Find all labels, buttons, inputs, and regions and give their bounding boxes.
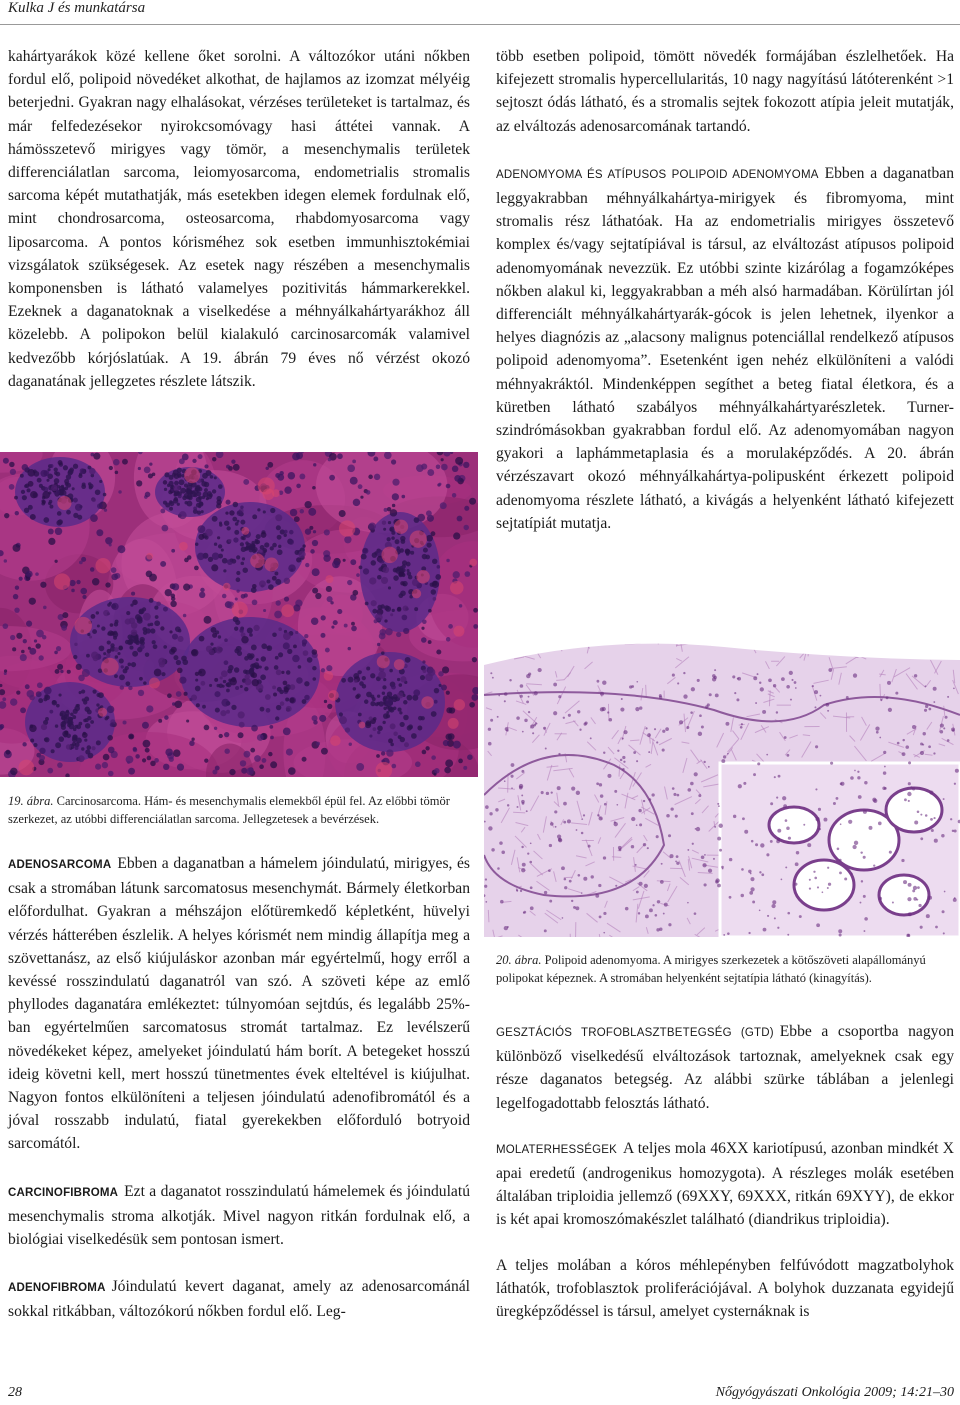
gtd-section: GESZTÁCIÓS TROFOBLASZTBETEGSÉG (GTD) Ebbe a csoportba nagyon különböző viselkedésű elváltozások tartoznak, amelyeknek csak egy része daganatos betegség. Az alábbi szürke táblában a jelenlegi legelfogadottabb felosztás látható.: [496, 1023, 955, 1112]
adenomyoma-heading: ADENOMYOMA ÉS ATÍPUSOS POLIPOID ADENOMYOMA: [496, 168, 819, 181]
adenosarcoma-heading: ADENOSARCOMA: [8, 859, 112, 871]
right-bottom-text: [496, 1020, 954, 1375]
right-top-text: több esetben polipoid, tömött növedék formájában észlelhetőek. Ha kifejezett stromalis hypercellularitás, 10 nagy nagyítású látóterenként >1 sejtoszt ódás látható, és a stromalis sejtek fokozott atípia jeleit mutatják, az elváltozás adenosarcomának tartandó. ADENOMYOMA ÉS ATÍPUSOS POLIPOID ADENOMYOMA Ebben a daganatban leggyakrabban méhnyálkahártya-mirigyek és fibromyoma, mint stromalis rész láthatóak. Ha az endometrialis mirigyes összetevő komplex és/vagy sejtatípiával is társul, az elváltozást atípusos polipoid adenomyomának nevezzük. Ez utóbbi szinte kizárólag a fogamzóképes nőkben alakul ki, leggyakrabban a méh alsó harmadában. Körülírtan jól differenciált méhnyálkahártyarák-gócok is jelen lehetnek, ilyenkor a helyes diagnózis az „alacsony malignus potenciállal rendelkező atípusos polipoid adenomyoma”. Esetenként igen nehéz elkülöníteni a valódi méhnyakráktól. Mindenképpen segíthet a beteg fiatal életkora, és a küretben látható szabályos méhnyálkahártyarészletek. Turner-szindrómásokban gyakrabban fordul elő. Az adenomyomában nagyon gyakori a laphámmetaplasia és a morulaképződés. A 20. ábrán vérzészavart okozó méhnyálkahártya-polipusként érkezett polipoid adenomyoma részlete látható, a kivágás a helyenként látható kifejezett sejtatípiát mutatja.: [496, 45, 954, 625]
carcinofibroma-section: CARCINOFIBROMA Ezt a daganatot rosszindulatú hámelemek és jóindulatú mesenchymalis stroma alkotják. Mivel nagyon ritkán fordulnak elő, a biológiai viselkedésük sem pontosan ismert.: [8, 1182, 470, 1249]
molaterhessegek-heading: MOLATERHESSÉGEK: [496, 1143, 618, 1156]
figure-20-number: 20. ábra.: [496, 953, 542, 967]
adenofibroma-section: ADENOFIBROMA Jóindulatú kevert daganat, amely az adenosarcománál sokkal ritkábban, változókorú nőkben fordul elő. Leg-: [8, 1278, 470, 1321]
journal-citation: Nőgyógyászati Onkológia 2009; 14:21–30: [715, 1385, 954, 1400]
adenosarcoma-section: ADENOSARCOMA Ebben a daganatban a hámelem jóindulatú, mirigyes, és csak a stromában látunk sarcomatosus mesenchymát. Bármely életkorban előfordulhat. Gyakran a méhszájon előtüremkedő képletként, hüvelyi vérzés hátterében észlelik. A helyes kórismét nem mindig állapítja meg a szövettanász, az első kiújuláskor azonban már egyértelmű, hogy erről a kevéssé rosszindulatú daganatról van szó. A szöveti képe az emlő phyllodes daganatára emlékeztet: túlnyomóan sejtdús, és legalább 25%-ban egyértelműen sarcomatosus stromát tartalmaz. Ez levélszerű növedékeket képez, amelyeket jóindulatú hám borít. A betegeket hosszú ideig követni kell, mert hosszú tünetmentes évek elteltével is kiújulhat. Nagyon fontos elkülöníteni a teljesen jóindulatú adenofibromától és a jóval rosszabb indulatú, fiatal gyerekekben előforduló botryoid sarcomától.: [8, 855, 470, 1153]
figure-19-image: [0, 452, 478, 777]
adenofibroma-heading: ADENOFIBROMA: [8, 1282, 106, 1295]
adenomyoma-section: ADENOMYOMA ÉS ATÍPUSOS POLIPOID ADENOMYOMA Ebben a daganatban leggyakrabban méhnyálkahártya-mirigyek és fibromyoma, mint stromalis rész láthatóak. Ha az endometrialis mirigyes összetevő komplex és/vagy sejtatípiával is társul, az elváltozást atípusos polipoid adenomyomának nevezzük. Ez utóbbi szinte kizárólag a fogamzóképes nőkben alakul ki, leggyakrabban a méh alsó harmadában. Körülírtan jól differenciált méhnyálkahártyarák-gócok is jelen lehetnek, ilyenkor a helyes diagnózis az „alacsony malignus potenciállal rendelkező atípusos polipoid adenomyoma”. Esetenként igen nehéz elkülöníteni a valódi méhnyakráktól. Mindenképpen segíthet a beteg fiatal életkora, és a küretben látható szabályos méhnyálkahártyarészletek. Turner-szindrómásokban gyakrabban fordul elő. Az adenomyomában nagyon gyakori a laphámmetaplasia és a morulaképződés. A 20. ábrán vérzészavart okozó méhnyálkahártya-polipusként érkezett polipoid adenomyoma részlete látható, a kivágás a helyenként látható kifejezett sejtatípiát mutatja.: [496, 164, 955, 532]
running-head: Kulka J és munkatársa: [8, 0, 146, 16]
carcinofibroma-heading: CARCINOFIBROMA: [8, 1186, 119, 1199]
figure-20-caption: [496, 951, 954, 987]
left-bottom-text: [8, 852, 470, 1372]
left-top-text: kahártyarákok közé kellene őket sorolni. A változókor utáni nőkben fordul elő, polipoid növedéket alkothat, de hajlamos az izomzat mélyéig beterjedni. Gyakran nagy elhalásokat, vérzéses területeket is tartalmaz, és már felfedezésekor nyirokcsomóvagy hasi áttétei vannak. A hámösszetevő mirigyes vagy tömör, a mesenchymalis területek differenciálatlan sarcoma, leiomyosarcoma, endometrialis stromalis sarcoma képét mutathatják, más esetekben idegen elemek fordulnak elő, mint chondrosarcoma, osteosarcoma, rhabdomyosarcoma vagy liposarcoma. A pontos kórisméhez sok esetben immunhisztokémiai vizsgálatok szükségesek. Az esetek nagy részében a mesenchymalis komponensben is látható valamelyes pozitivitás hámmarkerekkel. Ezeknek a daganatoknak a viselkedése a méhnyálkahártyarákhoz áll közelebb. A polipokon belül kialakuló carcinosarcomák valamivel kedvezőbb kórjóslatúak. A 19. ábrán 79 éves nő vérzést okozó daganatának jellegzetes részlete látszik.: [8, 48, 470, 390]
figure-19-number: 19. ábra.: [8, 794, 54, 808]
figure-19-caption: [8, 792, 470, 828]
figure-20-caption-text: Polipoid adenomyoma. A mirigyes szerkezetek a kötőszöveti alapállományú polipokat képeznek. A stromában helyenként sejtatípia látható (kinagyítás).: [496, 953, 926, 985]
gtd-heading: GESZTÁCIÓS TROFOBLASZTBETEGSÉG (GTD): [496, 1027, 774, 1039]
figure-19-caption-text: Carcinosarcoma. Hám- és mesenchymalis elemekből épül fel. Az előbbi tömör szerkezet, az utóbbi differenciálatlan sarcoma. Jellegzetesek a bevérzések.: [8, 794, 450, 826]
figure-20-image: [484, 625, 960, 937]
teljes-mola-paragraph: A teljes molában a kóros méhlepényben felfúvódott magzatbolyhok láthatók, trofoblasztok proliferációjával. A bolyhok duzzanata egyidejű üregképződéssel is társul, amelyet cysternáknak is: [496, 1256, 954, 1321]
header-rule: [0, 24, 960, 25]
molaterhessegek-section: MOLATERHESSÉGEK A teljes mola 46XX kariotípusú, azonban mindkét X apai eredetű (androgenikus homozygota). A részleges molák esetében általában triploidia jellemző (69XXY, 69XXX, ritkán 69XYY), de ekkor is két apai kromoszómakészlet található (diandrikus triploidia).: [496, 1139, 954, 1229]
page-number: 28: [8, 1385, 22, 1400]
